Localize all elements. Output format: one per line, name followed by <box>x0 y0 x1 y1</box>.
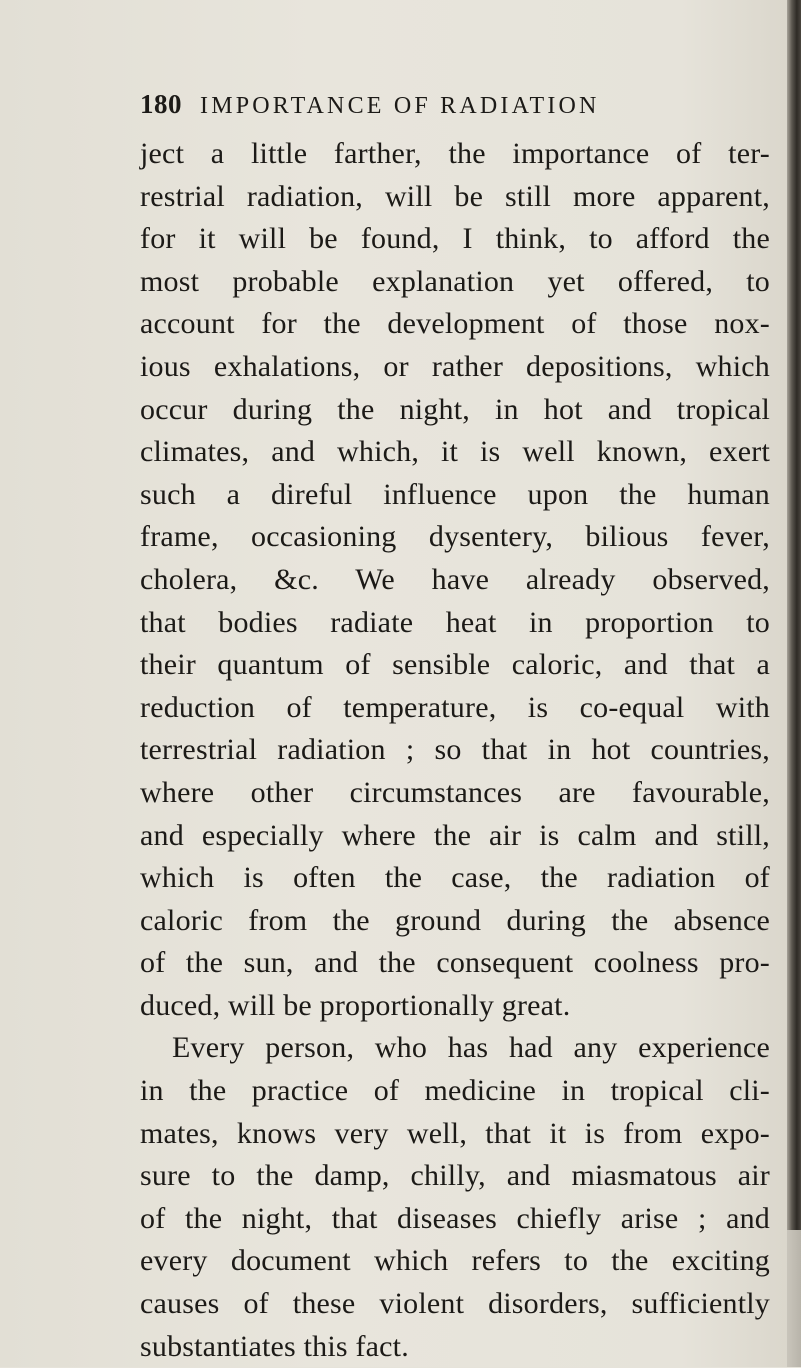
paragraph-start-line: Every person, who has had any experience <box>172 1031 770 1065</box>
text-line: frame, occasioning dysentery, bilious fever, <box>140 520 770 554</box>
text-line: for it will be found, I think, to afford the <box>140 222 770 256</box>
text-line: that bodies radiate heat in proportion to <box>140 605 770 639</box>
text-line: every document which refers to the exciting <box>140 1244 770 1278</box>
text-line: caloric from the ground during the absence <box>140 903 770 937</box>
text-line: cholera, &c. We have already observed, <box>140 562 770 596</box>
paragraph-end-line: substantiates this fact. <box>140 1329 409 1363</box>
text-line: account for the development of those nox- <box>140 307 770 341</box>
page-edge-shadow <box>787 0 801 1367</box>
body-text <box>140 133 770 1368</box>
text-line: most probable explanation yet offered, to <box>140 264 770 298</box>
page-edge-bottom <box>787 1230 801 1367</box>
text-line: their quantum of sensible caloric, and that a <box>140 648 770 682</box>
text-line: restrial radiation, will be still more apparent, <box>140 179 770 213</box>
text-line: where other circumstances are favourable, <box>140 775 770 809</box>
text-line: of the night, that diseases chiefly arise ; and <box>140 1201 770 1235</box>
text-line: sure to the damp, chilly, and miasmatous air <box>140 1159 770 1193</box>
text-line: terrestrial radiation ; so that in hot countries, <box>140 733 770 767</box>
paragraph-end-line: duced, will be proportionally great. <box>140 988 571 1022</box>
running-title: IMPORTANCE OF RADIATION <box>200 93 600 119</box>
running-head <box>140 84 660 124</box>
text-line: occur during the night, in hot and tropical <box>140 392 770 426</box>
text-line: of the sun, and the consequent coolness pro- <box>140 946 770 980</box>
text-line: ject a little farther, the importance of ter- <box>140 137 770 170</box>
text-line: mates, knows very well, that it is from expo- <box>140 1116 770 1150</box>
text-line: reduction of temperature, is co-equal with <box>140 690 770 724</box>
text-line: and especially where the air is calm and still, <box>140 818 770 852</box>
page-number: 180 <box>140 89 182 119</box>
text-line: such a direful influence upon the human <box>140 477 770 511</box>
text-line: climates, and which, it is well known, exert <box>140 435 770 469</box>
text-line: in the practice of medicine in tropical cli- <box>140 1074 770 1108</box>
text-line: ious exhalations, or rather depositions, which <box>140 349 770 383</box>
text-line: causes of these violent disorders, sufficiently <box>140 1287 770 1321</box>
text-line: which is often the case, the radiation of <box>140 861 770 895</box>
